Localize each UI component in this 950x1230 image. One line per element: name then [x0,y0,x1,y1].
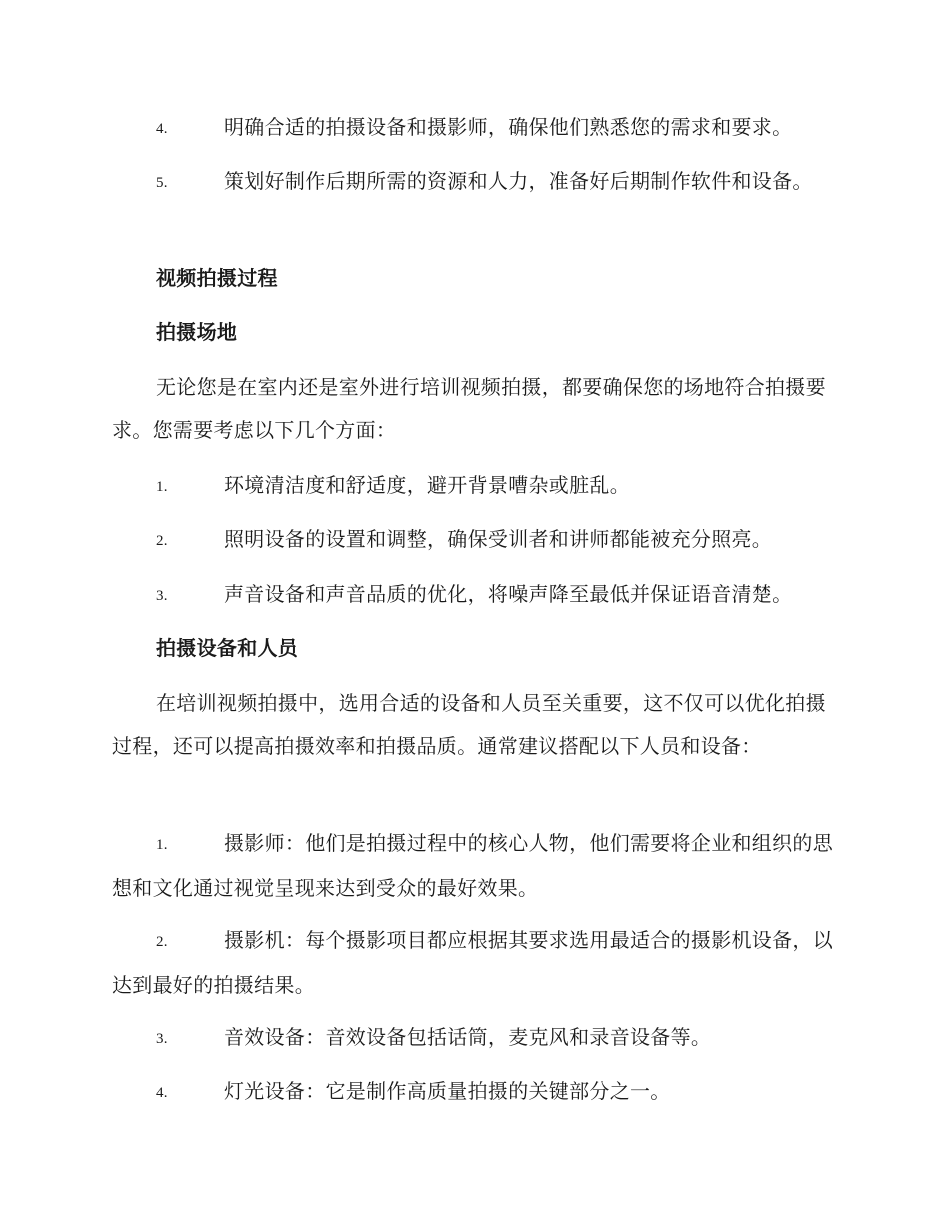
list-number: 2. [156,533,168,549]
list-number: 1. [156,479,168,495]
list-number: 3. [156,588,168,604]
list-text: 摄影机：每个摄影项目都应根据其要求选用最适合的摄影机设备，以达到最好的拍摄结果。 [112,928,833,997]
list-number: 4. [156,1085,168,1101]
list-item [112,106,834,151]
list-number: 2. [156,934,168,950]
list-text: 音效设备：音效设备包括话筒，麦克风和录音设备等。 [224,1025,712,1049]
list-number: 4. [156,121,168,137]
list-item [112,919,834,1007]
list-text: 明确合适的拍摄设备和摄影师，确保他们熟悉您的需求和要求。 [224,115,793,139]
list-text: 摄影师：他们是拍摄过程中的核心人物，他们需要将企业和组织的思想和文化通过视觉呈现来达到受众的最好效果。 [112,831,833,900]
list-number: 1. [156,837,168,853]
list-item [112,1016,834,1061]
subsection-heading: 拍摄场地 [156,320,238,344]
list-text: 灯光设备：它是制作高质量拍摄的关键部分之一。 [224,1079,671,1103]
list-item [112,1070,834,1115]
list-text: 环境清洁度和舒适度，避开背景嘈杂或脏乱。 [224,473,630,497]
list-item [112,464,834,509]
paragraph: 无论您是在室内还是室外进行培训视频拍摄，都要确保您的场地符合拍摄要求。您需要考虑以下几个方面： [112,375,826,442]
subsection-heading: 拍摄设备和人员 [156,636,299,660]
paragraph: 在培训视频拍摄中，选用合适的设备和人员至关重要，这不仅可以优化拍摄过程，还可以提高拍摄效率和拍摄品质。通常建议搭配以下人员和设备： [112,691,826,758]
section-heading: 视频拍摄过程 [156,266,278,290]
list-item [112,573,834,618]
list-item [112,518,834,563]
list-text: 声音设备和声音品质的优化，将噪声降至最低并保证语音清楚。 [224,582,793,606]
list-text: 策划好制作后期所需的资源和人力，准备好后期制作软件和设备。 [224,169,813,193]
list-item [112,822,834,910]
list-number: 3. [156,1031,168,1047]
list-number: 5. [156,175,168,191]
list-text: 照明设备的设置和调整，确保受训者和讲师都能被充分照亮。 [224,527,773,551]
list-item [112,160,834,205]
